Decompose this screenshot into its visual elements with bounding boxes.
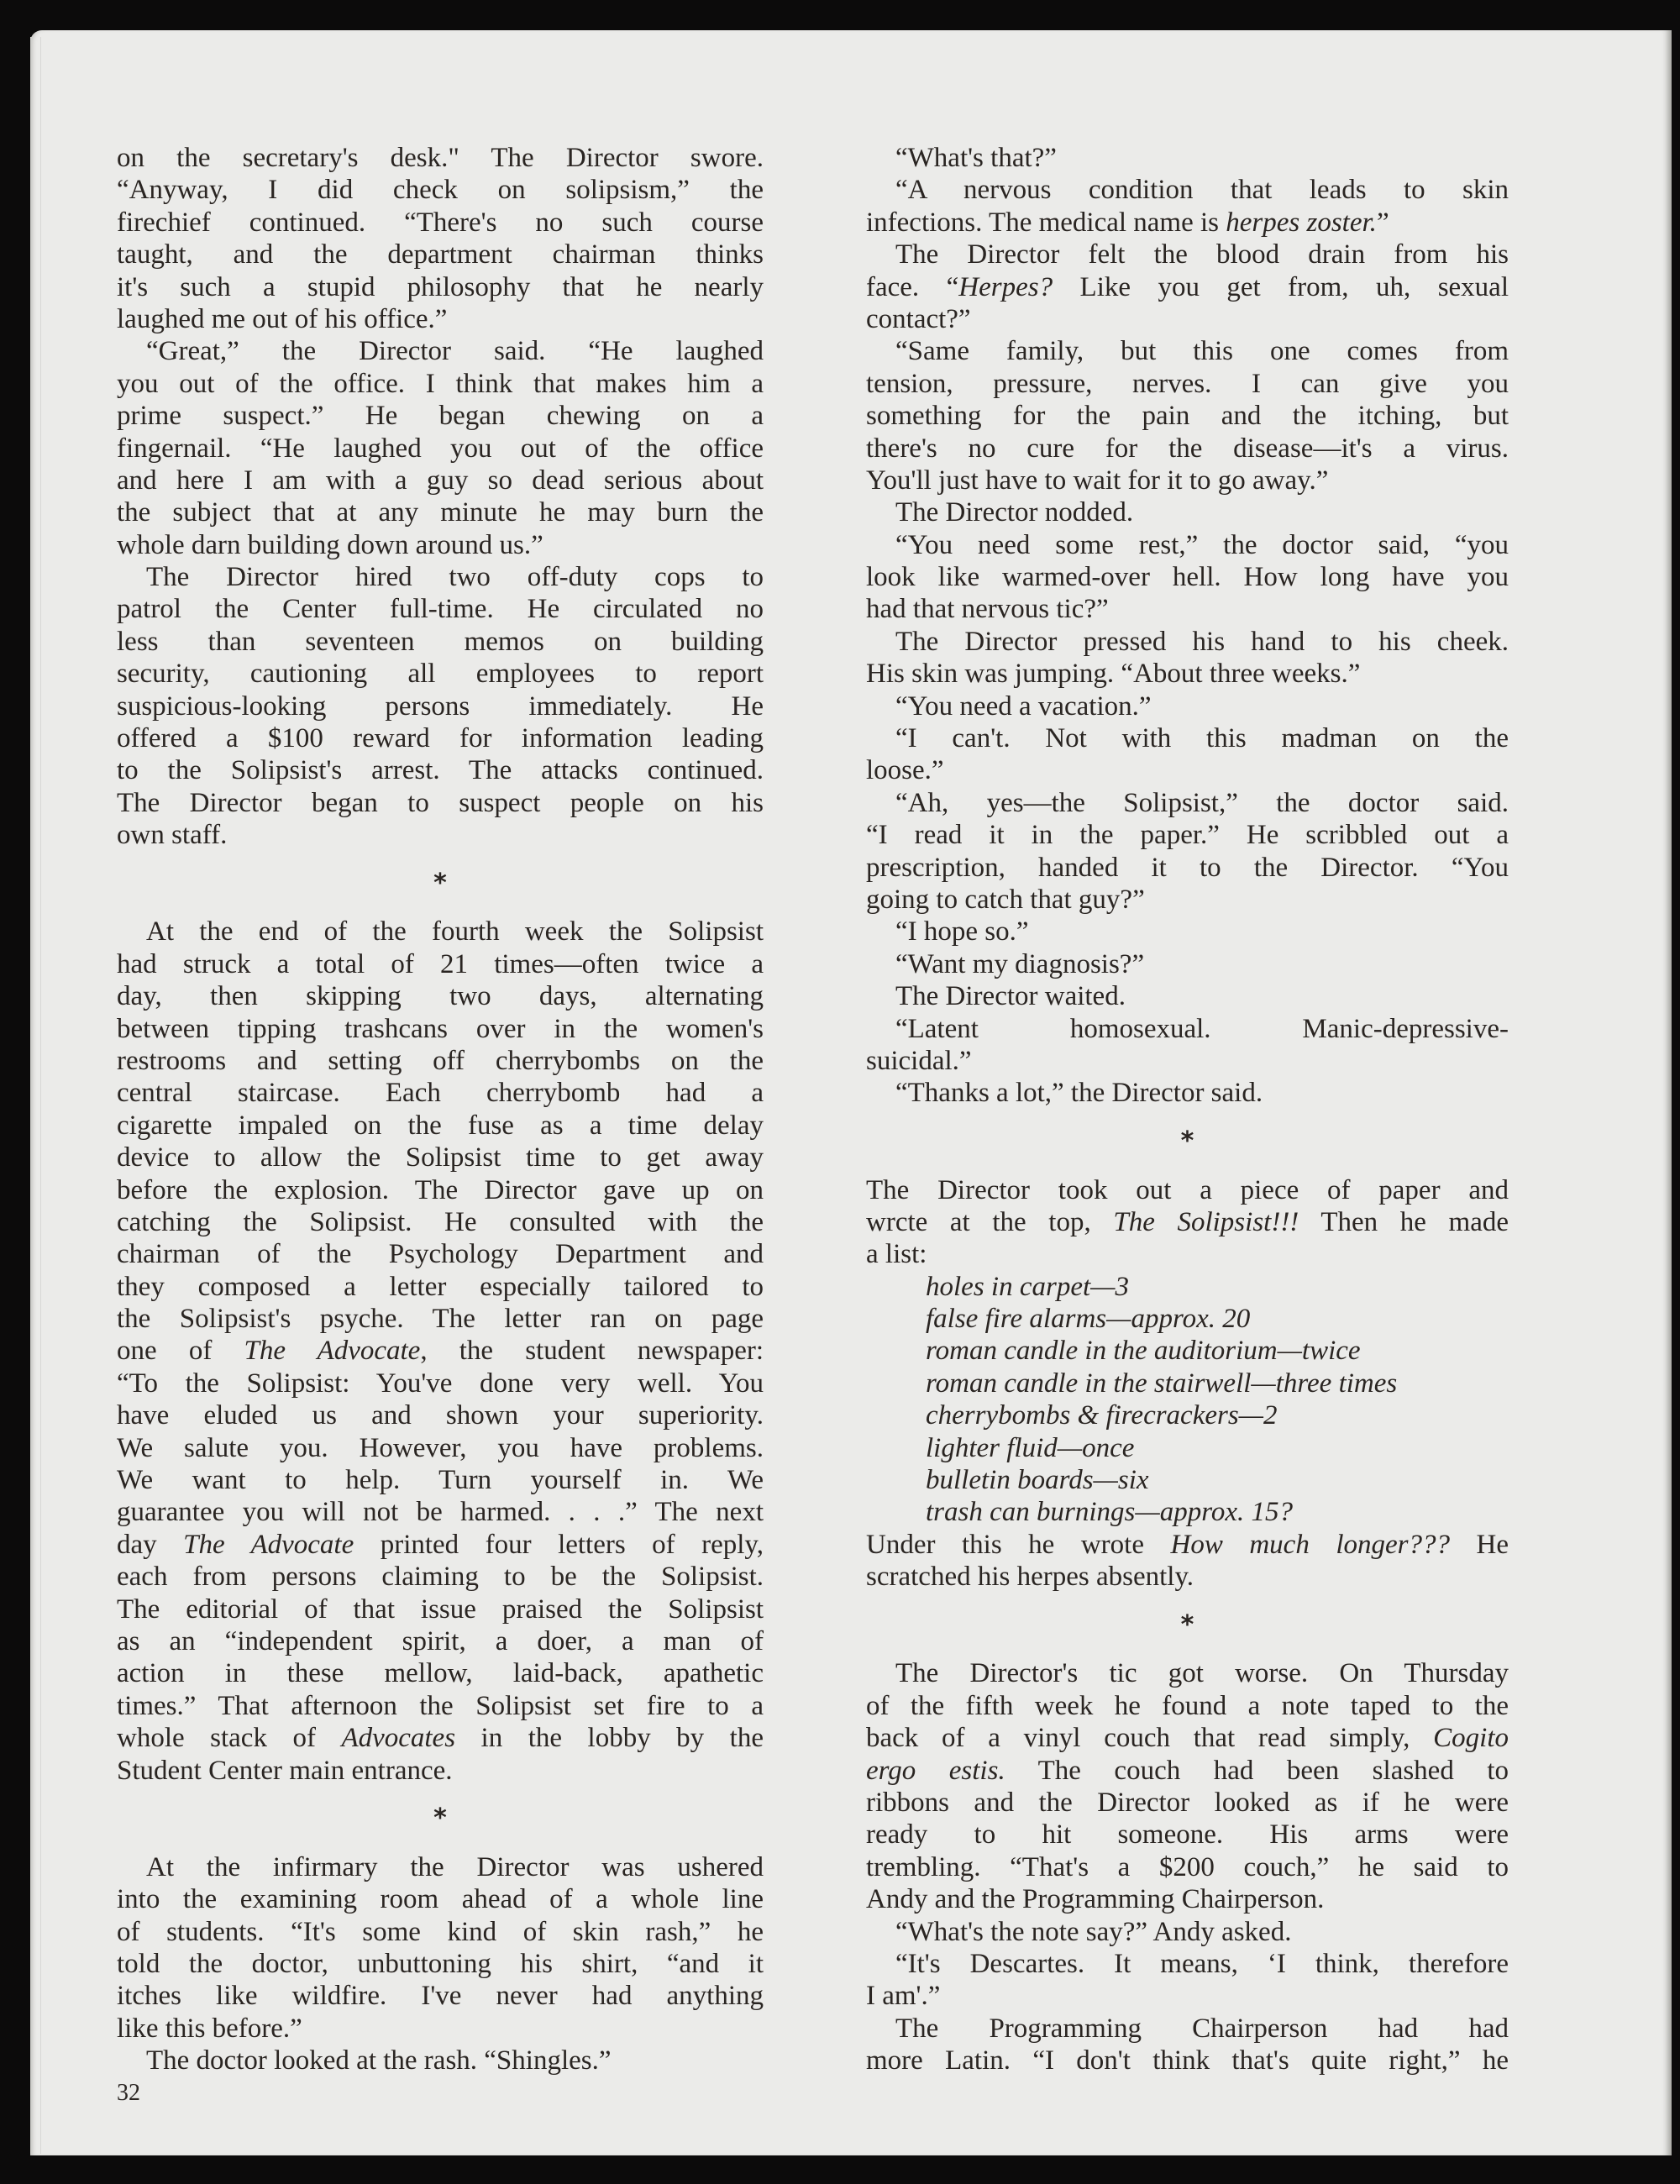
paragraph bbox=[117, 142, 764, 335]
text-line: you out of the office. I think that makes him a bbox=[117, 368, 764, 399]
paragraph bbox=[117, 1851, 764, 2045]
paragraph bbox=[866, 142, 1509, 174]
text-line: “What's the note say?” Andy asked. bbox=[895, 1916, 1292, 1947]
list-item bbox=[866, 1271, 1509, 1303]
list-item-text: bulletin boards—six bbox=[926, 1465, 1149, 1496]
paragraph bbox=[866, 690, 1509, 722]
text-line: We salute you. However, you have problems. bbox=[117, 1432, 764, 1463]
text-line: prescription, handed it to the Director. “You bbox=[866, 852, 1509, 883]
text-line: loose.” bbox=[866, 755, 944, 786]
text-line: prime suspect.” He began chewing on a bbox=[117, 401, 764, 432]
paragraph bbox=[866, 335, 1509, 496]
text-line: the Solipsist's psyche. The letter ran on page bbox=[117, 1304, 764, 1335]
text-line: device to allow the Solipsist time to get away bbox=[117, 1142, 764, 1173]
text-line: Andy and the Programming Chairperson. bbox=[866, 1884, 1325, 1915]
left-text-column bbox=[117, 142, 764, 2076]
text-line bbox=[866, 1755, 1509, 1787]
text-line: “Ah, yes—the Solipsist,” the doctor said. bbox=[895, 787, 1509, 818]
italic-list bbox=[866, 1271, 1509, 1529]
text-line: trembling. “That's a $200 couch,” he said to bbox=[866, 1851, 1509, 1882]
list-item bbox=[866, 1496, 1509, 1528]
paragraph bbox=[866, 496, 1509, 528]
text-line bbox=[117, 1722, 764, 1754]
text-line: His skin was jumping. “About three weeks.” bbox=[866, 659, 1361, 690]
text-line: “Same family, but this one comes from bbox=[895, 336, 1509, 367]
list-item-text: holes in carpet—3 bbox=[926, 1271, 1129, 1302]
text-line: suspicious-looking persons immediately. He bbox=[117, 690, 764, 722]
list-item bbox=[866, 1464, 1509, 1496]
text-line: We want to help. Turn yourself in. We bbox=[117, 1465, 764, 1496]
paragraph bbox=[866, 1529, 1509, 1593]
section-break-asterisk: * bbox=[433, 868, 447, 898]
paragraph bbox=[117, 2045, 764, 2076]
text-line: The Director's tic got worse. On Thursday bbox=[895, 1658, 1509, 1689]
text-segment: The couch had been slashed to bbox=[1005, 1755, 1509, 1786]
paragraph bbox=[866, 1077, 1509, 1109]
text-segment: day bbox=[117, 1529, 184, 1560]
text-line: had that nervous tic?” bbox=[866, 594, 1109, 625]
paragraph bbox=[866, 529, 1509, 626]
text-line: had struck a total of 21 times—often twice a bbox=[117, 948, 764, 979]
text-line: Student Center main entrance. bbox=[117, 1755, 453, 1786]
text-line: “I hope so.” bbox=[895, 916, 1029, 948]
text-line: whole darn building down around us.” bbox=[117, 529, 543, 560]
text-line: offered a $100 reward for information leading bbox=[117, 723, 764, 754]
italic-text: The Solipsist!!! bbox=[1113, 1206, 1299, 1237]
text-line: chairman of the Psychology Department and bbox=[117, 1239, 764, 1270]
text-line: action in these mellow, laid-back, apathetic bbox=[117, 1658, 764, 1689]
text-line: “Latent homosexual. Manic-depressive- bbox=[895, 1013, 1509, 1044]
list-item-text: false fire alarms—approx. 20 bbox=[926, 1304, 1251, 1335]
text-line: less than seventeen memos on building bbox=[117, 626, 764, 657]
text-line: The Director pressed his hand to his cheek. bbox=[895, 626, 1509, 657]
paragraph bbox=[866, 239, 1509, 335]
text-line: “You need some rest,” the doctor said, “you bbox=[895, 529, 1509, 560]
paragraph bbox=[866, 916, 1509, 948]
text-line: fingernail. “He laughed you out of the office bbox=[117, 433, 764, 464]
text-line: tension, pressure, nerves. I can give you bbox=[866, 368, 1509, 399]
text-line: laughed me out of his office.” bbox=[117, 303, 448, 334]
text-line: each from persons claiming to be the Solipsist. bbox=[117, 1562, 764, 1593]
text-line: have eluded us and shown your superiority. bbox=[117, 1400, 764, 1431]
text-line bbox=[866, 1206, 1509, 1238]
text-line: going to catch that guy?” bbox=[866, 884, 1145, 915]
list-item-text: lighter fluid—once bbox=[926, 1432, 1135, 1463]
italic-text: ergo estis. bbox=[866, 1755, 1005, 1786]
text-segment: Then he made bbox=[1299, 1206, 1509, 1237]
text-segment: one of bbox=[117, 1336, 244, 1367]
text-line: scratched his herpes absently. bbox=[866, 1562, 1194, 1593]
text-line: The Director hired two off-duty cops to bbox=[146, 562, 764, 593]
text-line: The Director nodded. bbox=[895, 497, 1134, 528]
text-line: as an “independent spirit, a doer, a man of bbox=[117, 1625, 764, 1656]
section-break-asterisk: * bbox=[1180, 1126, 1194, 1156]
text-segment: He bbox=[1450, 1529, 1509, 1560]
text-line: “Want my diagnosis?” bbox=[895, 948, 1145, 979]
paragraph bbox=[866, 1916, 1509, 1948]
text-line bbox=[866, 271, 1509, 303]
text-line: ribbons and the Director looked as if he were bbox=[866, 1787, 1509, 1818]
italic-text: herpes zoster. bbox=[1226, 207, 1377, 238]
text-line: restrooms and setting off cherrybombs on the bbox=[117, 1045, 764, 1076]
text-line: security, cautioning all employees to report bbox=[117, 659, 764, 690]
paragraph bbox=[866, 948, 1509, 980]
text-line: “A nervous condition that leads to skin bbox=[895, 175, 1509, 206]
paragraph bbox=[117, 916, 764, 1787]
text-line: suicidal.” bbox=[866, 1045, 972, 1076]
text-line: into the examining room ahead of a whole line bbox=[117, 1884, 764, 1915]
text-segment: ” bbox=[1376, 207, 1389, 238]
text-line: day, then skipping two days, alternating bbox=[117, 981, 764, 1012]
paragraph bbox=[117, 335, 764, 561]
text-line: ready to hit someone. His arms were bbox=[866, 1819, 1509, 1851]
section-break-asterisk: * bbox=[1180, 1609, 1194, 1640]
text-line: “I read it in the paper.” He scribbled out a bbox=[866, 820, 1509, 851]
paragraph bbox=[866, 722, 1509, 787]
list-item-text: cherrybombs & firecrackers—2 bbox=[926, 1400, 1278, 1431]
list-item-text: trash can burnings—approx. 15? bbox=[926, 1497, 1293, 1528]
text-line: “Great,” the Director said. “He laughed bbox=[146, 336, 764, 367]
text-line: there's no cure for the disease—it's a virus. bbox=[866, 433, 1509, 464]
text-segment: Under this he wrote bbox=[866, 1529, 1171, 1560]
italic-text: The Advocate bbox=[183, 1529, 354, 1560]
text-line bbox=[117, 1529, 764, 1561]
paragraph bbox=[866, 1174, 1509, 1271]
text-line bbox=[117, 1335, 764, 1367]
text-line: something for the pain and the itching, but bbox=[866, 401, 1509, 432]
paragraph bbox=[866, 1948, 1509, 2013]
text-segment: back of a vinyl couch that read simply, bbox=[866, 1723, 1434, 1754]
text-line: “You need a vacation.” bbox=[895, 690, 1152, 722]
text-line: more Latin. “I don't think that's quite right,” he bbox=[866, 2045, 1509, 2076]
text-line: The Director took out a piece of paper and bbox=[866, 1174, 1509, 1205]
text-line: it's such a stupid philosophy that he nearly bbox=[117, 271, 764, 302]
italic-text: Advocates bbox=[341, 1723, 456, 1754]
paragraph bbox=[866, 626, 1509, 690]
text-line: central staircase. Each cherrybomb had a bbox=[117, 1078, 764, 1109]
text-line: of the fifth week he found a note taped to the bbox=[866, 1690, 1509, 1721]
text-line: of students. “It's some kind of skin rash,” he bbox=[117, 1916, 764, 1947]
text-line: on the secretary's desk." The Director swore. bbox=[117, 143, 764, 173]
text-line: The Director waited. bbox=[895, 981, 1126, 1012]
text-segment: Like you get from, uh, sexual bbox=[1053, 271, 1509, 302]
paragraph bbox=[866, 2013, 1509, 2077]
text-line: “It's Descartes. It means, ‘I think, therefore bbox=[895, 1948, 1509, 1979]
text-line: The doctor looked at the rash. “Shingles.” bbox=[146, 2045, 612, 2076]
list-item-text: roman candle in the stairwell—three times bbox=[926, 1368, 1398, 1399]
text-line: “To the Solipsist: You've done very well. You bbox=[117, 1368, 764, 1399]
text-line: The Director began to suspect people on his bbox=[117, 787, 764, 818]
list-item bbox=[866, 1335, 1509, 1367]
right-text-column bbox=[866, 142, 1509, 2076]
text-line: You'll just have to wait for it to go away.” bbox=[866, 465, 1329, 496]
text-line: “What's that?” bbox=[895, 143, 1057, 173]
list-item bbox=[866, 1399, 1509, 1431]
text-line: taught, and the department chairman thinks bbox=[117, 239, 764, 270]
text-line: between tipping trashcans over in the women's bbox=[117, 1013, 764, 1044]
text-line: “Thanks a lot,” the Director said. bbox=[895, 1078, 1263, 1109]
text-line: before the explosion. The Director gave up on bbox=[117, 1174, 764, 1205]
text-segment: , the student newspaper: bbox=[420, 1336, 764, 1367]
paragraph bbox=[866, 980, 1509, 1012]
text-line: to the Solipsist's arrest. The attacks continued. bbox=[117, 755, 764, 786]
page-number: 32 bbox=[117, 2080, 140, 2106]
text-line: told the doctor, unbuttoning his shirt, “and it bbox=[117, 1948, 764, 1979]
text-line: they composed a letter especially tailored to bbox=[117, 1271, 764, 1302]
page-stack-edge bbox=[30, 37, 41, 2154]
list-item bbox=[866, 1368, 1509, 1399]
text-line bbox=[866, 1722, 1509, 1754]
italic-text: The Advocate bbox=[244, 1336, 421, 1367]
paragraph bbox=[866, 1013, 1509, 1078]
italic-text: How much longer??? bbox=[1170, 1529, 1450, 1560]
text-line: The Programming Chairperson had had bbox=[895, 2013, 1509, 2044]
text-segment: printed four letters of reply, bbox=[354, 1529, 764, 1560]
text-line: guarantee you will not be harmed. . . .” The next bbox=[117, 1497, 764, 1528]
text-line: patrol the Center full-time. He circulated no bbox=[117, 594, 764, 625]
text-segment: whole stack of bbox=[117, 1723, 342, 1754]
text-line: itches like wildfire. I've never had anything bbox=[117, 1981, 764, 2012]
text-line: contact?” bbox=[866, 303, 971, 334]
text-line: firechief continued. “There's no such course bbox=[117, 207, 764, 238]
text-line: and here I am with a guy so dead serious about bbox=[117, 465, 764, 496]
text-segment: in the lobby by the bbox=[455, 1723, 764, 1754]
paragraph bbox=[117, 561, 764, 852]
italic-text: Herpes? bbox=[958, 271, 1053, 302]
paragraph bbox=[866, 174, 1509, 239]
italic-text: Cogito bbox=[1433, 1723, 1509, 1754]
text-line: The editorial of that issue praised the Solipsist bbox=[117, 1593, 764, 1625]
text-segment: face. “ bbox=[866, 271, 959, 302]
text-line: At the infirmary the Director was ushered bbox=[146, 1851, 764, 1882]
text-line: “I can't. Not with this madman on the bbox=[895, 723, 1509, 754]
text-line: own staff. bbox=[117, 820, 228, 851]
paragraph bbox=[866, 787, 1509, 916]
text-line: catching the Solipsist. He consulted with the bbox=[117, 1206, 764, 1237]
text-line: look like warmed-over hell. How long have you bbox=[866, 562, 1509, 593]
text-line: The Director felt the blood drain from his bbox=[895, 239, 1509, 270]
text-line: cigarette impaled on the fuse as a time delay bbox=[117, 1110, 764, 1141]
text-line: a list: bbox=[866, 1239, 927, 1270]
list-item-text: roman candle in the auditorium—twice bbox=[926, 1336, 1361, 1367]
list-item bbox=[866, 1303, 1509, 1335]
text-line: the subject that at any minute he may burn the bbox=[117, 497, 764, 528]
text-line: At the end of the fourth week the Solipsist bbox=[146, 916, 764, 948]
text-line: like this before.” bbox=[117, 2013, 302, 2044]
text-line bbox=[866, 1529, 1509, 1561]
list-item bbox=[866, 1432, 1509, 1464]
text-line: I am'.” bbox=[866, 1981, 941, 2012]
text-line bbox=[866, 207, 1509, 239]
text-line: “Anyway, I did check on solipsism,” the bbox=[117, 175, 764, 206]
text-segment: wrcte at the top, bbox=[866, 1206, 1114, 1237]
paragraph bbox=[866, 1657, 1509, 1915]
section-break-asterisk: * bbox=[433, 1803, 447, 1833]
text-line: times.” That afternoon the Solipsist set fire to a bbox=[117, 1690, 764, 1721]
text-segment: infections. The medical name is bbox=[866, 207, 1226, 238]
